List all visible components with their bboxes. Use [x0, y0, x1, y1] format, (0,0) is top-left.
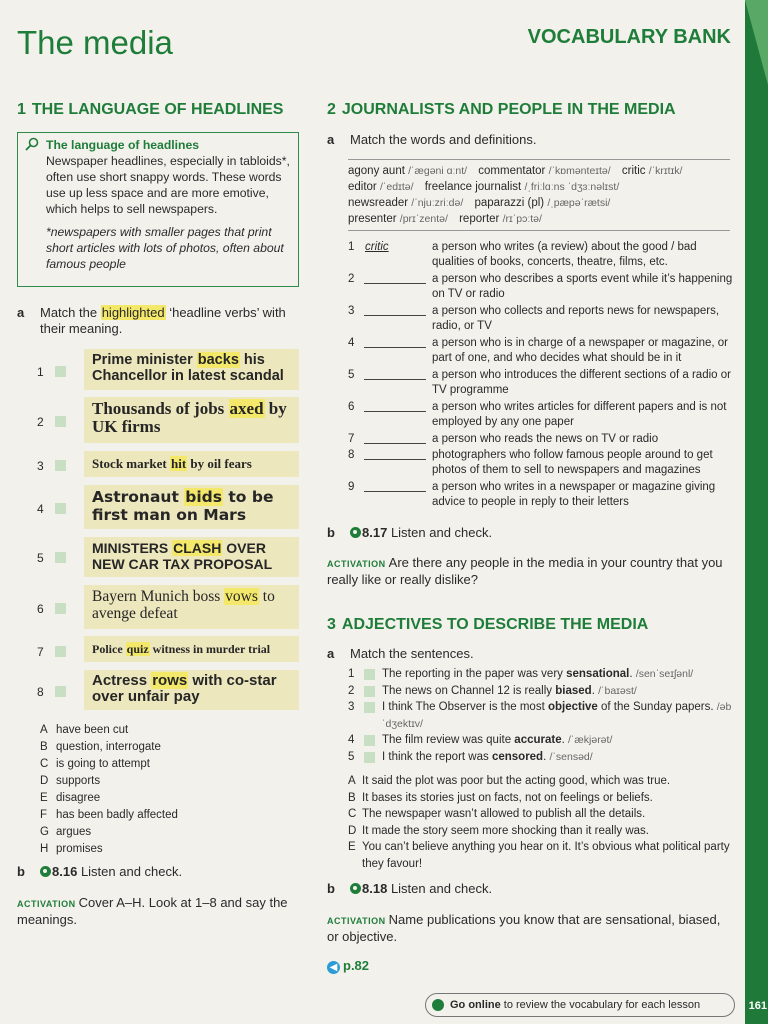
definition-item: 1 critic a person who writes (a review) about the good / bad qualities of books, concerts, theatre, films, etc. — [348, 241, 697, 268]
headline-card: Bayern Munich boss vows to avenge defeat — [84, 585, 299, 629]
section-title: THE LANGUAGE OF HEADLINES — [31, 101, 284, 118]
answer-box[interactable] — [364, 669, 375, 680]
vocab-word: critic /ˈkrɪtɪk/ — [621, 165, 683, 177]
sentence-item: 1 The reporting in the paper was very sensational. /senˈseɪʃənl/ — [348, 668, 694, 680]
answer-option: D supports — [40, 775, 101, 787]
answer-box[interactable] — [55, 552, 66, 563]
headline-card: Police quiz witness in murder trial — [84, 636, 299, 662]
magnifier-icon — [25, 137, 39, 151]
answer-box[interactable] — [364, 752, 375, 763]
definition-item: 9 a person who writes in a newspaper or magazine giving advice to people in reply to their letters — [348, 481, 716, 508]
answer-blank[interactable] — [364, 459, 426, 460]
headline-card: Actress rows with co-star over unfair pay — [84, 670, 299, 710]
meaning-item: C The newspaper wasn’t allowed to publish all the details. — [348, 808, 646, 820]
definition-item: 4 a person who is in charge of a newspaper or magazine, or part of one, and who decides what should be in it — [348, 337, 728, 364]
headline-card: Thousands of jobs axed by UK firms — [84, 397, 299, 443]
vocab-word: freelance journalist /ˌfriːlɑːns ˈdʒɜːnəlɪst/ — [424, 181, 620, 193]
definition-item: 5 a person who introduces the different sections of a radio or TV programme — [348, 369, 731, 396]
headline-number: 2 — [37, 415, 44, 429]
answer-option: G argues — [40, 826, 92, 838]
info-box-body: Newspaper headlines, especially in tabloids*, often use short snappy words. These words use up less space and are more emotive, which helps to sell newspapers. — [46, 154, 290, 216]
answer-box[interactable] — [55, 603, 66, 614]
page-title: The media — [17, 24, 173, 61]
definition-item: 7 a person who reads the news on TV or radio — [348, 433, 659, 445]
headline-card: Astronaut bids to be first man on Mars — [84, 485, 299, 529]
answer-blank[interactable] — [364, 443, 426, 444]
page-reference-link[interactable]: ◀ p.82 — [327, 958, 369, 974]
sentence-item: 2 The news on Channel 12 is really biased. /ˈbaɪəst/ — [348, 684, 637, 697]
answer-option: B question, interrogate — [40, 741, 161, 753]
go-online-banner[interactable]: Go online to review the vocabulary for each lesson — [425, 993, 735, 1017]
meaning-item: A It said the plot was poor but the acting good, which was true. — [348, 775, 671, 787]
answer-example: critic — [365, 241, 389, 253]
activation-2: ACTIVATION Are there any people in the media in your country that you really like or really dislike? — [327, 555, 723, 587]
audio-icon[interactable] — [350, 883, 361, 894]
section-3-heading: 3 ADJECTIVES TO DESCRIBE THE MEDIA — [327, 616, 649, 633]
headline-card: Prime minister backs his Chancellor in latest scandal — [84, 349, 299, 390]
definition-item: 6 a person who writes articles for different papers and is not employed by any one paper — [348, 401, 727, 428]
definition-item: 3 a person who collects and reports news for newspapers, radio, or TV — [348, 305, 720, 332]
word-box — [348, 159, 730, 231]
answer-blank[interactable] — [364, 491, 426, 492]
activation-1: ACTIVATION Cover A–H. Look at 1–8 and say the meanings. — [17, 895, 288, 927]
audio-icon[interactable] — [350, 527, 361, 538]
headline-number: 8 — [37, 685, 44, 699]
answer-blank[interactable] — [364, 347, 426, 348]
answer-option: C is going to attempt — [40, 758, 150, 770]
info-box — [17, 132, 299, 287]
answer-option: H promises — [40, 843, 103, 855]
definition-item: 2 a person who describes a sports event while it’s happening on TV or radio — [348, 273, 733, 300]
vocabulary-bank-label: VOCABULARY BANK — [527, 26, 731, 48]
answer-options — [40, 722, 178, 858]
answer-box[interactable] — [364, 686, 375, 697]
headline-number: 5 — [37, 551, 44, 565]
answer-box[interactable] — [55, 646, 66, 657]
answer-box[interactable] — [364, 702, 375, 713]
vocab-word: reporter /rɪˈpɔːtə/ — [459, 213, 542, 225]
meaning-item: B It bases its stories just on facts, not on feelings or beliefs. — [348, 791, 653, 804]
headline-number: 6 — [37, 602, 44, 616]
arrow-left-icon: ◀ — [327, 961, 340, 974]
side-corner-accent — [745, 0, 768, 85]
headline-number: 4 — [37, 502, 44, 516]
answer-box[interactable] — [55, 460, 66, 471]
page-number: 161 — [748, 1000, 767, 1012]
headline-card: MINISTERS CLASH OVER NEW CAR TAX PROPOSAL — [84, 537, 299, 577]
activation-label: ACTIVATION — [17, 899, 76, 909]
answer-option: E disagree — [40, 792, 101, 804]
headline-number: 3 — [37, 459, 44, 473]
sentence-item: 4 The film review was quite accurate. /ˈækjərət/ — [348, 734, 613, 746]
vocab-word: paparazzi (pl) /ˌpæpəˈrætsi/ — [474, 197, 611, 209]
answer-box[interactable] — [364, 735, 375, 746]
sentence-item: 3 I think The Observer is the most objective of the Sunday papers. /əbˈdʒektɪv/ — [348, 701, 732, 730]
answer-box[interactable] — [55, 503, 66, 514]
section-1-heading — [17, 101, 283, 119]
answer-blank[interactable] — [364, 283, 426, 284]
headline-number: 7 — [37, 645, 44, 659]
sentence-list — [348, 666, 733, 765]
definition-item: 8 photographers who follow famous people around to get photos of them to sell to newspapers and magazines — [348, 449, 713, 476]
online-icon — [432, 999, 444, 1011]
answer-option: F has been badly affected — [40, 809, 178, 821]
headline-number: 1 — [37, 365, 44, 379]
section-2-heading: 2 JOURNALISTS AND PEOPLE IN THE MEDIA — [327, 101, 676, 118]
definition-list — [348, 240, 733, 512]
audio-icon[interactable] — [40, 866, 51, 877]
vocab-word: presenter /prɪˈzentə/ — [348, 213, 448, 225]
meaning-item: D It made the story seem more shocking than it really was. — [348, 824, 649, 837]
answer-box[interactable] — [55, 686, 66, 697]
answer-blank[interactable] — [364, 379, 426, 380]
vocab-word: commentator /ˈkɒmənteɪtə/ — [478, 165, 611, 177]
headline-card: Stock market hit by oil fears — [84, 451, 299, 477]
section-number: 1 — [17, 101, 26, 118]
info-box-note: *newspapers with smaller pages that print short articles with lots of photos, often about famous people — [46, 225, 284, 271]
page: The media VOCABULARY BANK 1 THE LANGUAGE OF HEADLINES The language of headlines Newspaper headlines, especially in tabloids*, often use short snappy words. These words use up less space and are more emotive, which helps to sell newspapers. *newspapers with smaller pages that print short articles with lots of photos, often about famous people a Match the highlighted ‘headline verbs’ with their meaning. 1 Prime minister backs his Chancellor in latest scandal 2 Thousands of jobs axed by UK firms 3 Stock market hit by oil fears 4 Astronaut bids to be first man on Mars 5 MINISTERS CLASH OVER NEW CAR TAX PROPOSAL 6 Bayern Munich boss vows to avenge defeat 7 Police quiz witness in murder trial 8 Actress rows with co-star over unfair pay A have been cut B question, interrogate C is going to attempt D supports E disagree F has been badly affected G argues H promises b 8.16 Listen and check. ACTIVATION Cover A–H. Look at 1–8 and say the meanings. 2 JOURNALISTS AND PEOPLE IN THE MEDIA a Match the words and definitions. agony aunt /ˈæɡəni ɑːnt/ commentator /ˈkɒmənteɪtə/ critic /ˈkrɪtɪk/ editor /ˈedɪtə/ freelance journalist /ˌfriːlɑːns ˈdʒɜːnəlɪst/ newsreader /ˈnjuːzriːdə/ paparazzi (pl) /ˌpæpəˈrætsi/ presenter /prɪˈzentə/ reporter /rɪˈpɔːtə/ 1 critic a person who writes (a review) about the good / bad qualities of books, concerts, theatre, films, etc. 2 a person who describes a sports event while it’s happening on TV or radio 3 a person who collects and reports news for newspapers, radio, or TV 4 a person who is in charge of a newspaper or magazine, or part of one, and who decides what should be in it 5 a person who introduces the different sections of a radio or TV programme 6 a person who writes articles for different papers and is not employed by any one paper 7 a person who reads the news on TV or radio 8 photographers who follow famous people around to get photos of them to sell to newspapers and magazines 9 a person who writes in a newspaper or magazine giving advice to people in reply to their letters b 8.17 Listen and check. ACTIVATION Are there any people in the media in your country that you really like or really dislike? 3 ADJECTIVES TO DESCRIBE THE MEDIA a Match the sentences. 1 The reporting in the paper was very sensational. /senˈseɪʃənl/ 2 The news on Channel 12 is really biased. /ˈbaɪəst/ 3 I think The Observer is the most objective of the Sunday papers. /əbˈdʒektɪv/ 4 The film review was quite accurate. /ˈækjərət/ 5 I think the report was censored. /ˈsensəd/ A It said the plot was poor but the acting good, which was true. B It bases its stories just on facts, not on feelings or beliefs. C The newspaper wasn’t allowed to publish all the details. D It made the story seem more shocking than it really was. E You can’t believe anything you hear on it. It’s obvious what political party they favour! b 8.18 Listen and check. ACTIVATION Name publications you know that are sensational, biased, or objective. ◀ p.82 Go online to review the vocabulary for each lesson — [0, 0, 745, 1024]
answer-blank[interactable] — [364, 315, 426, 316]
info-box-title: The language of headlines — [46, 138, 200, 152]
meaning-list — [348, 773, 733, 872]
vocab-word: agony aunt /ˈæɡəni ɑːnt/ — [348, 165, 468, 177]
task-text: Match the highlighted ‘headline verbs’ with their meaning. — [40, 305, 286, 336]
vocab-word: newsreader /ˈnjuːzriːdə/ — [348, 197, 464, 209]
vocab-word: editor /ˈedɪtə/ — [348, 181, 414, 193]
answer-blank[interactable] — [364, 411, 426, 412]
track-number: 8.16 — [52, 864, 78, 879]
answer-box[interactable] — [55, 366, 66, 377]
meaning-item: E You can’t believe anything you hear on it. It’s obvious what political party they favour! — [348, 841, 730, 870]
sentence-item: 5 I think the report was censored. /ˈsensəd/ — [348, 750, 593, 763]
activation-3: ACTIVATION Name publications you know that are sensational, biased, or objective. — [327, 912, 721, 944]
side-color-strip — [745, 0, 768, 1024]
task-letter: a — [17, 305, 25, 320]
answer-option: A have been cut — [40, 724, 129, 736]
answer-box[interactable] — [55, 416, 66, 427]
